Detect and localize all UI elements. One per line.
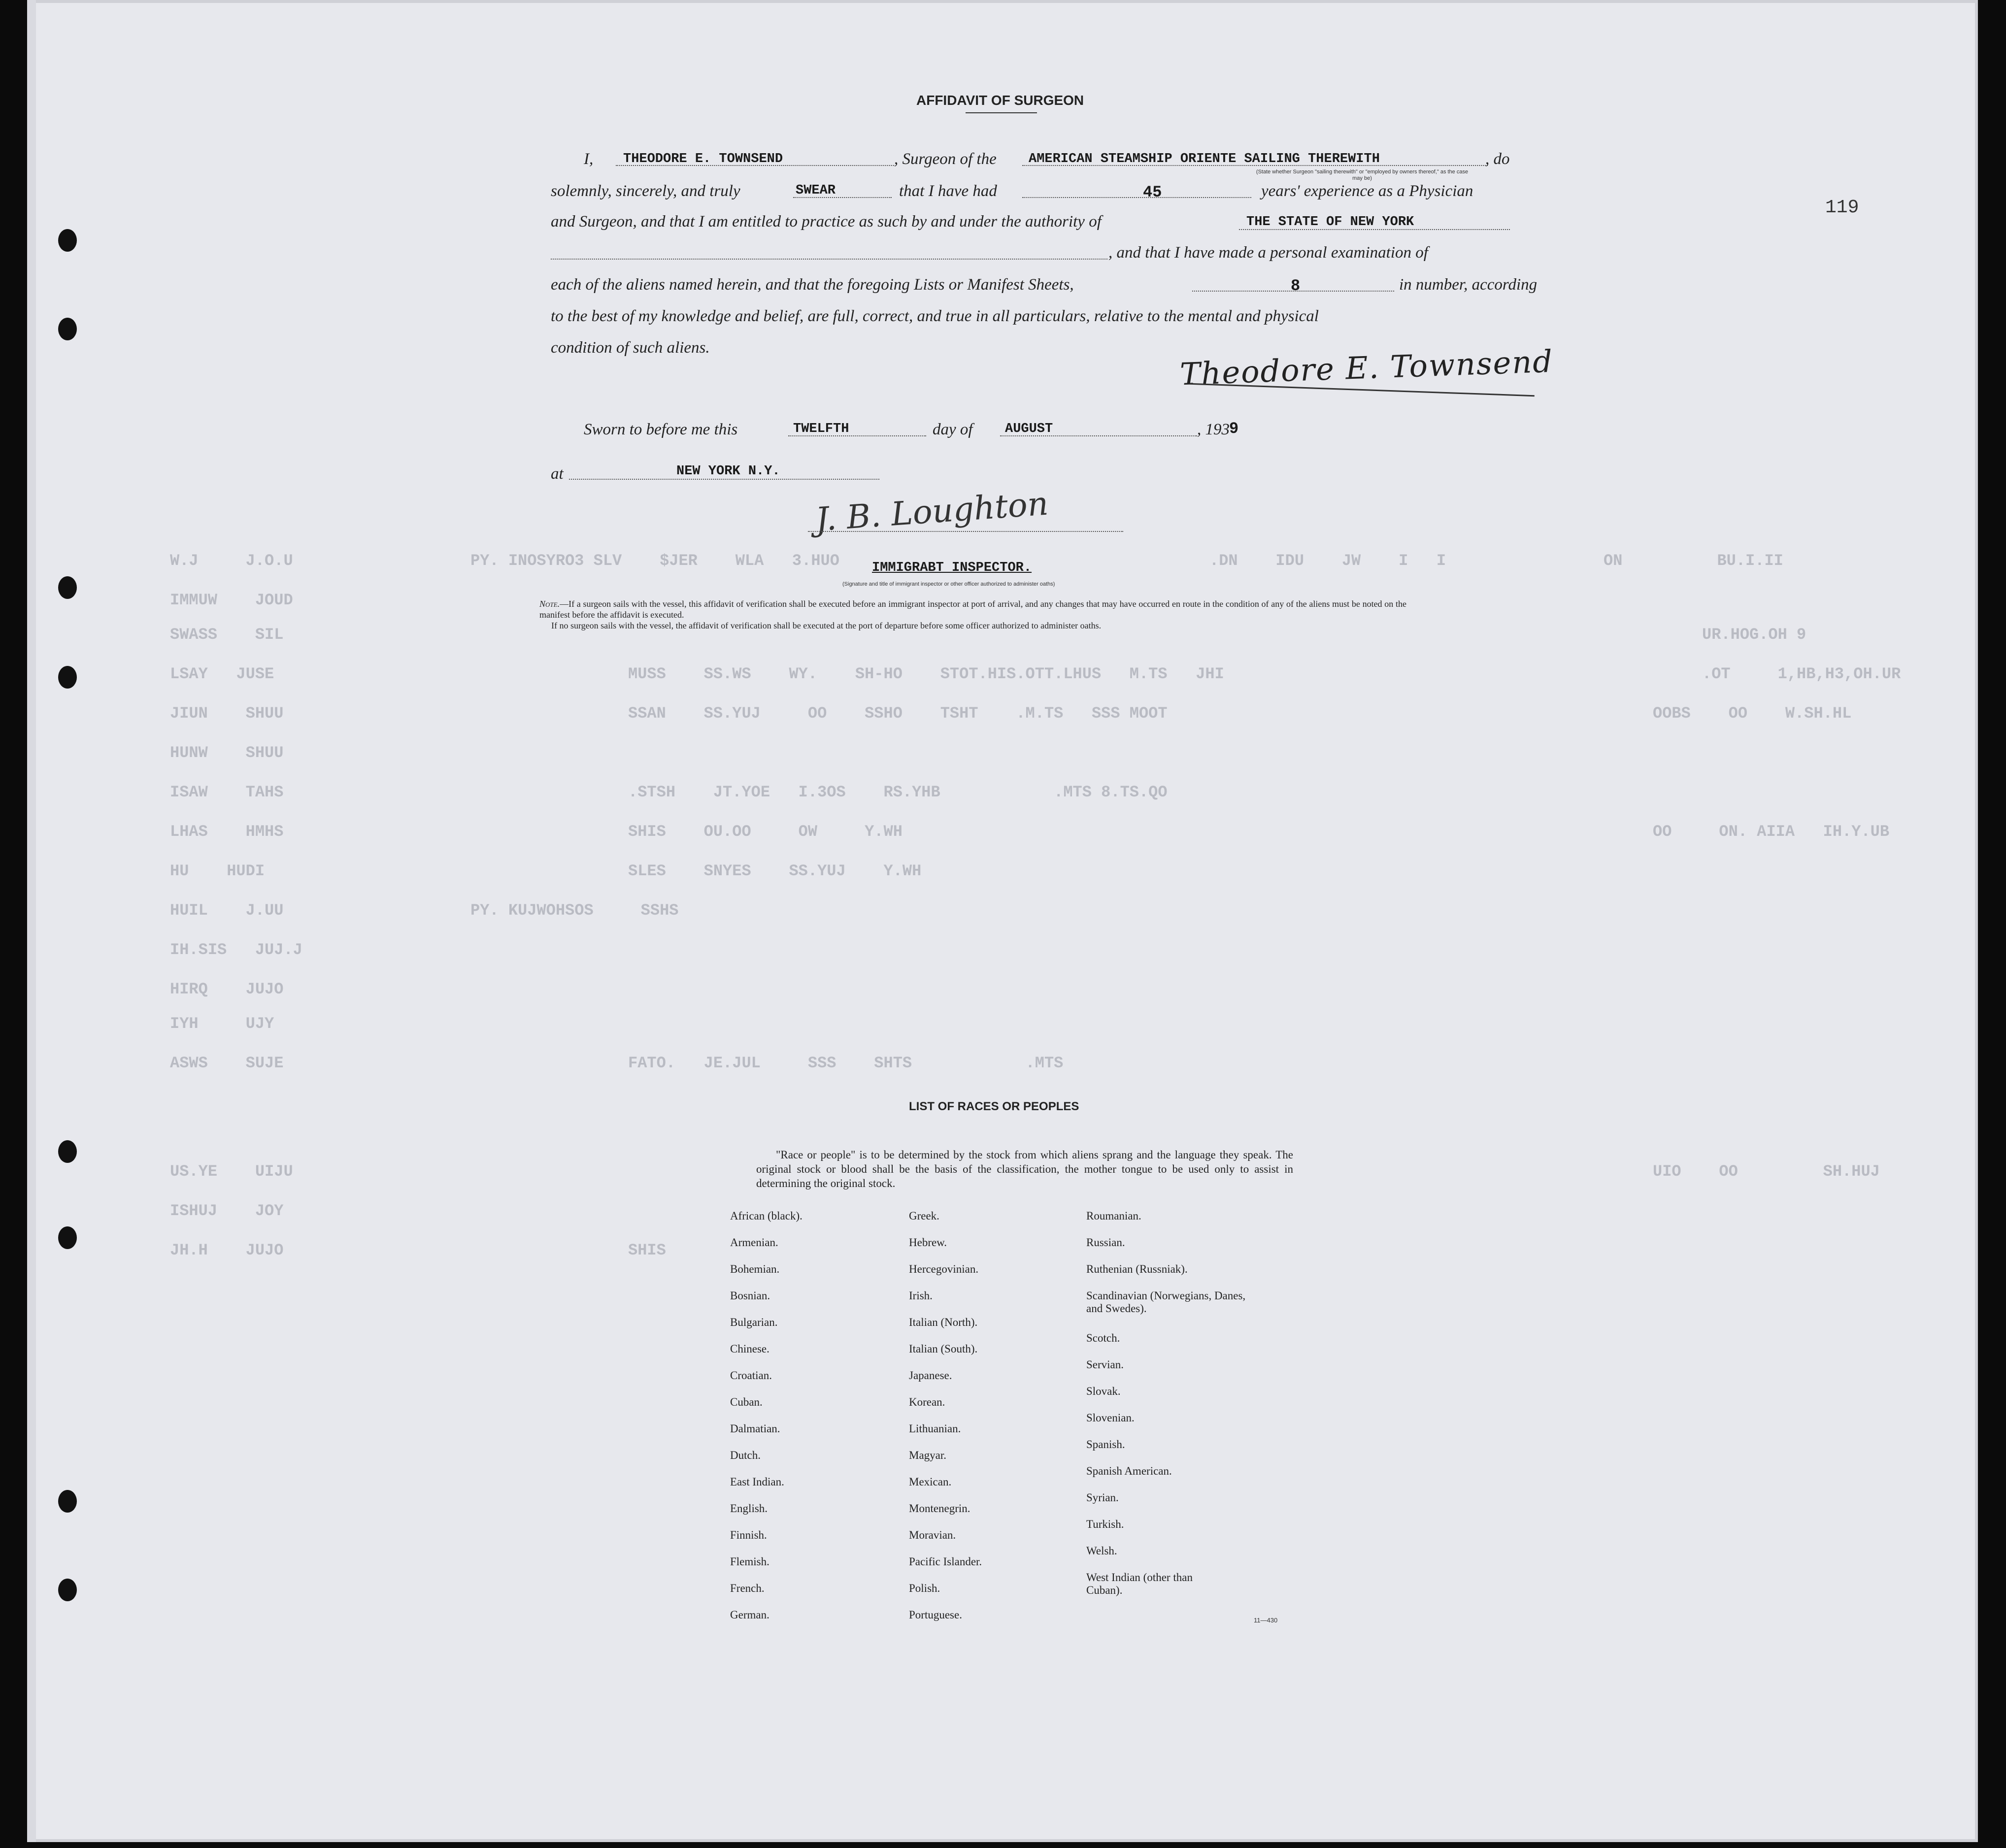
dotted-line xyxy=(551,259,1107,260)
note-text-1: —If a surgeon sails with the vessel, this affidavit of verification shall be executed before an immigrant inspector at port of arrival, and any changes that may have occurred en route in the condition of any of the aliens must be noted on the manifest before the affidavit is executed. xyxy=(539,599,1406,620)
race-item: Montenegrin. xyxy=(909,1502,970,1515)
race-item: Croatian. xyxy=(730,1369,772,1382)
years-experience-label: years' experience as a Physician xyxy=(1261,182,1473,200)
race-item: English. xyxy=(730,1502,768,1515)
sworn-to-label: Sworn to before me this xyxy=(584,421,738,438)
at-label: at xyxy=(551,465,564,483)
race-item: Polish. xyxy=(909,1582,940,1594)
dotted-line xyxy=(1000,435,1197,436)
race-item: Syrian. xyxy=(1086,1491,1119,1504)
binder-hole xyxy=(58,576,77,599)
in-number-label: in number, according xyxy=(1399,276,1538,294)
race-item: Portuguese. xyxy=(909,1609,962,1621)
binder-hole xyxy=(58,318,77,340)
surgeon-name-field: THEODORE E. TOWNSEND xyxy=(623,152,783,166)
form-code: 11—430 xyxy=(1254,1617,1278,1624)
race-item: Korean. xyxy=(909,1396,945,1408)
year-prefix-label: , 193 xyxy=(1197,421,1230,438)
race-item: Spanish. xyxy=(1086,1438,1125,1451)
binder-hole xyxy=(58,666,77,689)
race-item: Turkish. xyxy=(1086,1518,1124,1530)
sworn-day-field: TWELFTH xyxy=(793,422,849,436)
race-item: Russian. xyxy=(1086,1236,1125,1249)
race-item: Italian (South). xyxy=(909,1343,978,1355)
race-item: Dutch. xyxy=(730,1449,761,1461)
oath-field: SWEAR xyxy=(796,183,836,198)
page-number: 119 xyxy=(1825,197,1859,218)
surgeon-of-the-label: , Surgeon of the xyxy=(894,150,997,168)
races-column-1 xyxy=(730,1210,802,1635)
dotted-line xyxy=(569,479,879,480)
race-item: Hercegovinian. xyxy=(909,1263,979,1275)
dotted-line xyxy=(793,197,892,198)
race-item: Lithuanian. xyxy=(909,1422,961,1435)
race-item: Scotch. xyxy=(1086,1332,1120,1344)
note-text-2: If no surgeon sails with the vessel, the affidavit of verification shall be executed at the port of departure before some officer authorized to administer oaths. xyxy=(551,621,1102,630)
note-label: Note. xyxy=(539,599,560,609)
race-item: Armenian. xyxy=(730,1236,778,1249)
inspector-hint: (Signature and title of immigrant inspector or other officer authorized to administer oaths) xyxy=(842,581,1055,587)
race-item: Pacific Islander. xyxy=(909,1555,982,1568)
race-item: Bulgarian. xyxy=(730,1316,778,1328)
race-item: Mexican. xyxy=(909,1476,952,1488)
binder-hole xyxy=(58,1490,77,1513)
dotted-line xyxy=(788,435,926,436)
each-of-label: each of the aliens named herein, and that the foregoing Lists or Manifest Sheets, xyxy=(551,276,1074,294)
race-item: Scandinavian (Norwegians, Danes, and Swedes). xyxy=(1086,1289,1246,1315)
do-label: , do xyxy=(1485,150,1510,168)
race-item: German. xyxy=(730,1609,769,1621)
races-title: LIST OF RACES OR PEOPLES xyxy=(909,1100,1079,1113)
dotted-line xyxy=(616,165,894,166)
binder-hole xyxy=(58,1579,77,1601)
authority-field: THE STATE OF NEW YORK xyxy=(1246,215,1414,230)
dotted-line xyxy=(1192,291,1394,292)
sworn-place-field: NEW YORK N.Y. xyxy=(676,464,780,479)
binder-hole xyxy=(58,229,77,252)
that-i-have-had-label: that I have had xyxy=(899,182,997,200)
race-item: Hebrew. xyxy=(909,1236,947,1249)
race-item: Magyar. xyxy=(909,1449,947,1461)
condition-label: condition of such aliens. xyxy=(551,339,710,357)
day-of-label: day of xyxy=(933,421,973,438)
affidavit-i: I, xyxy=(584,150,594,168)
document-sheet: W.J J.O.U PY. INOSYRO3 SLV $JER WLA 3.HUO .DN IDU JW I I ON BU.I.II IMMUW JOUD SWASS SIL UR.HOG.OH 9 LSAY JUSE MUSS SS.WS WY. SH-HO STOT.HIS.OTT.LHUS M.TS JHI .OT 1,HB,H3,OH.UR JIUN SHUU SSAN SS.YUJ OO SSHO TSHT .M.TS SSS MOOT OOBS OO W.SH.HL HUNW SHUU ISAW TAHS .STSH JT.YOE I.3OS RS.YHB .MTS 8.TS.QO LHAS HMHS SHIS OU.OO OW Y.WH OO ON. AIIA IH.Y.UB HU HUDI SLES SNYES SS.YUJ Y.WH HUIL J.UU PY. KUJWOHSOS SSHS IH.SIS JUJ.J HIRQ JUJO IYH UJY ASWS SUJE FATO. JE.JUL SSS SHTS .MTS US.YE UIJU UIO OO SH.HUJ ISHUJ JOY JH.H JUJO SHIS 119 AFFIDAVIT OF SURGEON I, THEODORE E. TOWNSEND , Surgeon of the AMERICAN STEAMSHIP ORIENTE SAILING THEREWITH , do (State whether Surgeon "sailing therewith" or "employed by owners thereof," as the case may be) solemnly, sincerely, and truly SWEAR that I have had 45 years' experience as a Physician and Surgeon, and that I am entitled to practice as such by and under the authority of THE STATE OF NEW YORK , and that I have made a personal examination of each of the aliens named herein, and that the foregoing Lists or Manifest Sheets, 8 in number, according to the best of my knowledge and belief, are full, correct, and true in all particulars, relative to the mental and physical condition of such aliens. Theodore E. Townsend Sworn to before me this TWELFTH day of AUGUST , 193 9 at NEW YORK N.Y. J. B. Loughton IMMIGRABT INSPECTOR. (Signature and title of immigrant inspector or other officer authorized to administer oaths) Note.—If a surgeon sails with the vessel, this affidavit of verification shall be executed before an immigrant inspector at port of arrival, and any changes that may have occurred en route in the condition of any of the aliens must be noted on the manifest before the affidavit is executed. If no surgeon sails with the vessel, the affidavit of verification shall be executed at the port of departure before some officer authorized to administer oaths. LIST OF RACES OR PEOPLES "Race or people" is to be determined by the stock from which aliens sprang and the language they speak. The original stock or blood shall be the basis of the classification, the mother tongue to be used only to assist in determining the original stock. African (black). Armenian. Bohemian. Bosnian. Bulgarian. Chinese. Croatian. Cuban. Dalmatian. Dutch. East Indian. English. Finnish. Flemish. French. German. Greek. Hebrew. Hercegovinian. Irish. Italian (North). Italian (South). Japanese. Korean. Lithuanian. Magyar. Mexican. Montenegrin. Moravian. Pacific Islander. Polish. Portuguese. Roumanian. Russian. Ruthenian (Russniak). Scandinavian (Norwegians, Danes, and Swedes). Scotch. Servian. Slovak. Slovenian. Spanish. Spanish American. Syrian. Turkish. Welsh. West Indian (other than Cuban). 11—430 xyxy=(27,0,1978,1842)
race-item: Slovak. xyxy=(1086,1385,1121,1397)
race-item: Finnish. xyxy=(730,1529,767,1541)
vessel-field: AMERICAN STEAMSHIP ORIENTE SAILING THEREWITH xyxy=(1029,152,1380,166)
races-column-3 xyxy=(1086,1210,1293,1598)
race-item: Servian. xyxy=(1086,1358,1124,1371)
dotted-line xyxy=(808,531,1123,532)
surgeon-signature: Theodore E. Townsend xyxy=(1179,343,1554,393)
race-item: Ruthenian (Russniak). xyxy=(1086,1263,1188,1275)
dotted-line xyxy=(1239,229,1510,230)
and-surgeon-label: and Surgeon, and that I am entitled to practice as such by and under the authority of xyxy=(551,213,1102,231)
race-item: Cuban. xyxy=(730,1396,763,1408)
races-intro: "Race or people" is to be determined by the stock from which aliens sprang and the language they speak. The original stock or blood shall be the basis of the classification, the mother tongue to be used only to assist in determining the original stock. xyxy=(756,1149,1293,1189)
inspector-signature: J. B. Loughton xyxy=(814,484,1050,539)
race-item: Dalmatian. xyxy=(730,1422,780,1435)
race-item: Welsh. xyxy=(1086,1545,1117,1557)
race-item: Bohemian. xyxy=(730,1263,780,1275)
sworn-month-field: AUGUST xyxy=(1005,422,1053,436)
years-field: 45 xyxy=(1143,183,1162,201)
underlying-page-edge xyxy=(27,0,36,1842)
race-item: Moravian. xyxy=(909,1529,956,1541)
race-item: Roumanian. xyxy=(1086,1210,1141,1222)
race-item: East Indian. xyxy=(730,1476,784,1488)
race-item: Italian (North). xyxy=(909,1316,978,1328)
race-item: Japanese. xyxy=(909,1369,952,1382)
races-column-2 xyxy=(909,1210,982,1635)
race-item: African (black). xyxy=(730,1210,802,1222)
verification-note xyxy=(539,598,1406,631)
vessel-hint: (State whether Surgeon "sailing therewith" or "employed by owners thereof," as the case may be) xyxy=(1256,169,1469,181)
and-that-label: , and that I have made a personal examination of xyxy=(1108,244,1428,262)
binder-hole xyxy=(58,1140,77,1163)
race-item: West Indian (other than Cuban). xyxy=(1086,1571,1193,1596)
to-the-best-label: to the best of my knowledge and belief, are full, correct, and true in all particulars, relative to the mental and physical xyxy=(551,307,1319,325)
dotted-line xyxy=(1022,197,1251,198)
sheets-field: 8 xyxy=(1291,277,1301,295)
race-item: Irish. xyxy=(909,1289,933,1302)
binder-hole xyxy=(58,1226,77,1249)
race-item: Bosnian. xyxy=(730,1289,770,1302)
inspector-title: IMMIGRABT INSPECTOR. xyxy=(872,561,1032,575)
race-item: Greek. xyxy=(909,1210,939,1222)
year-digit-field: 9 xyxy=(1229,420,1239,438)
race-item: French. xyxy=(730,1582,765,1594)
title-underline xyxy=(966,112,1037,113)
race-item: Slovenian. xyxy=(1086,1412,1135,1424)
race-item: Flemish. xyxy=(730,1555,769,1568)
dotted-line xyxy=(1022,165,1488,166)
solemnly-label: solemnly, sincerely, and truly xyxy=(551,182,740,200)
race-item: Chinese. xyxy=(730,1343,769,1355)
page-title: AFFIDAVIT OF SURGEON xyxy=(916,93,1084,108)
race-item: Spanish American. xyxy=(1086,1465,1172,1477)
